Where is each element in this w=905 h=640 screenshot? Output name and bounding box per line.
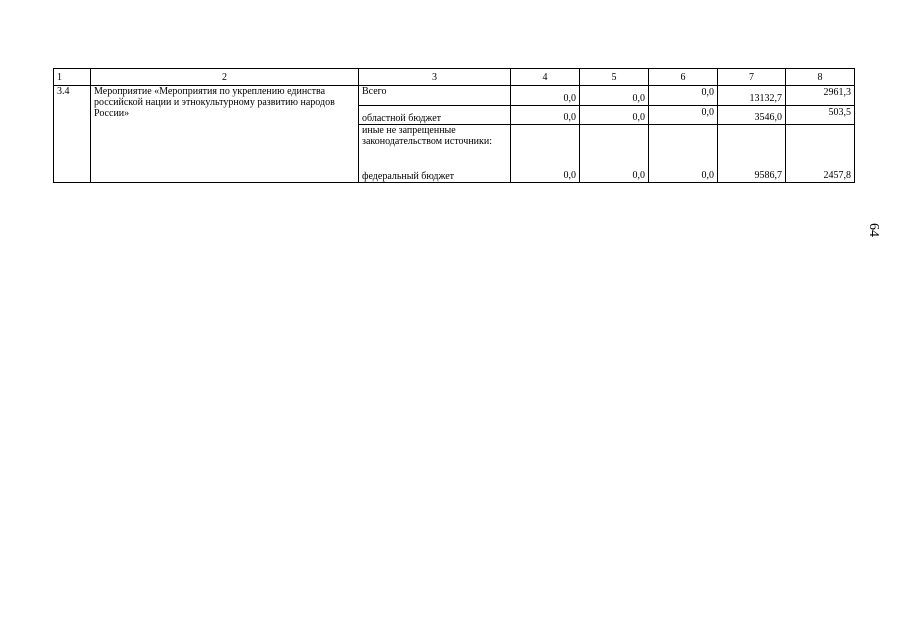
source-label-other: иные не запрещенные законодательством источники: <box>359 125 511 165</box>
page-number: 64 <box>866 223 881 237</box>
value-regional-col6: 0,0 <box>649 106 718 125</box>
header-col-8: 8 <box>786 69 855 86</box>
value-other-col8 <box>786 125 855 165</box>
value-regional-col5: 0,0 <box>580 106 649 125</box>
header-col-2: 2 <box>91 69 359 86</box>
value-regional-col7: 3546,0 <box>718 106 786 125</box>
value-regional-col4: 0,0 <box>511 106 580 125</box>
value-total-col6: 0,0 <box>649 86 718 106</box>
header-col-5: 5 <box>580 69 649 86</box>
value-total-col5: 0,0 <box>580 86 649 106</box>
value-federal-col5: 0,0 <box>580 164 649 183</box>
value-federal-col7: 9586,7 <box>718 164 786 183</box>
value-other-col4 <box>511 125 580 165</box>
value-other-col7 <box>718 125 786 165</box>
value-total-col8: 2961,3 <box>786 86 855 106</box>
source-label-total: Всего <box>359 86 511 106</box>
row-name: Мероприятие «Мероприятия по укреплению единства российской нации и этнокультурному развитию народов России» <box>91 86 359 183</box>
value-federal-col8: 2457,8 <box>786 164 855 183</box>
value-total-col7: 13132,7 <box>718 86 786 106</box>
header-col-4: 4 <box>511 69 580 86</box>
value-federal-col6: 0,0 <box>649 164 718 183</box>
table-header-row <box>54 69 855 86</box>
source-label-federal: федеральный бюджет <box>359 164 511 183</box>
budget-table <box>53 68 855 183</box>
header-col-3: 3 <box>359 69 511 86</box>
header-col-6: 6 <box>649 69 718 86</box>
header-col-1: 1 <box>54 69 91 86</box>
source-label-regional: областной бюджет <box>359 106 511 125</box>
header-col-7: 7 <box>718 69 786 86</box>
value-total-col4: 0,0 <box>511 86 580 106</box>
value-other-col6 <box>649 125 718 165</box>
value-other-col5 <box>580 125 649 165</box>
value-federal-col4: 0,0 <box>511 164 580 183</box>
row-number: 3.4 <box>54 86 91 183</box>
table-row-total <box>54 86 855 106</box>
value-regional-col8: 503,5 <box>786 106 855 125</box>
